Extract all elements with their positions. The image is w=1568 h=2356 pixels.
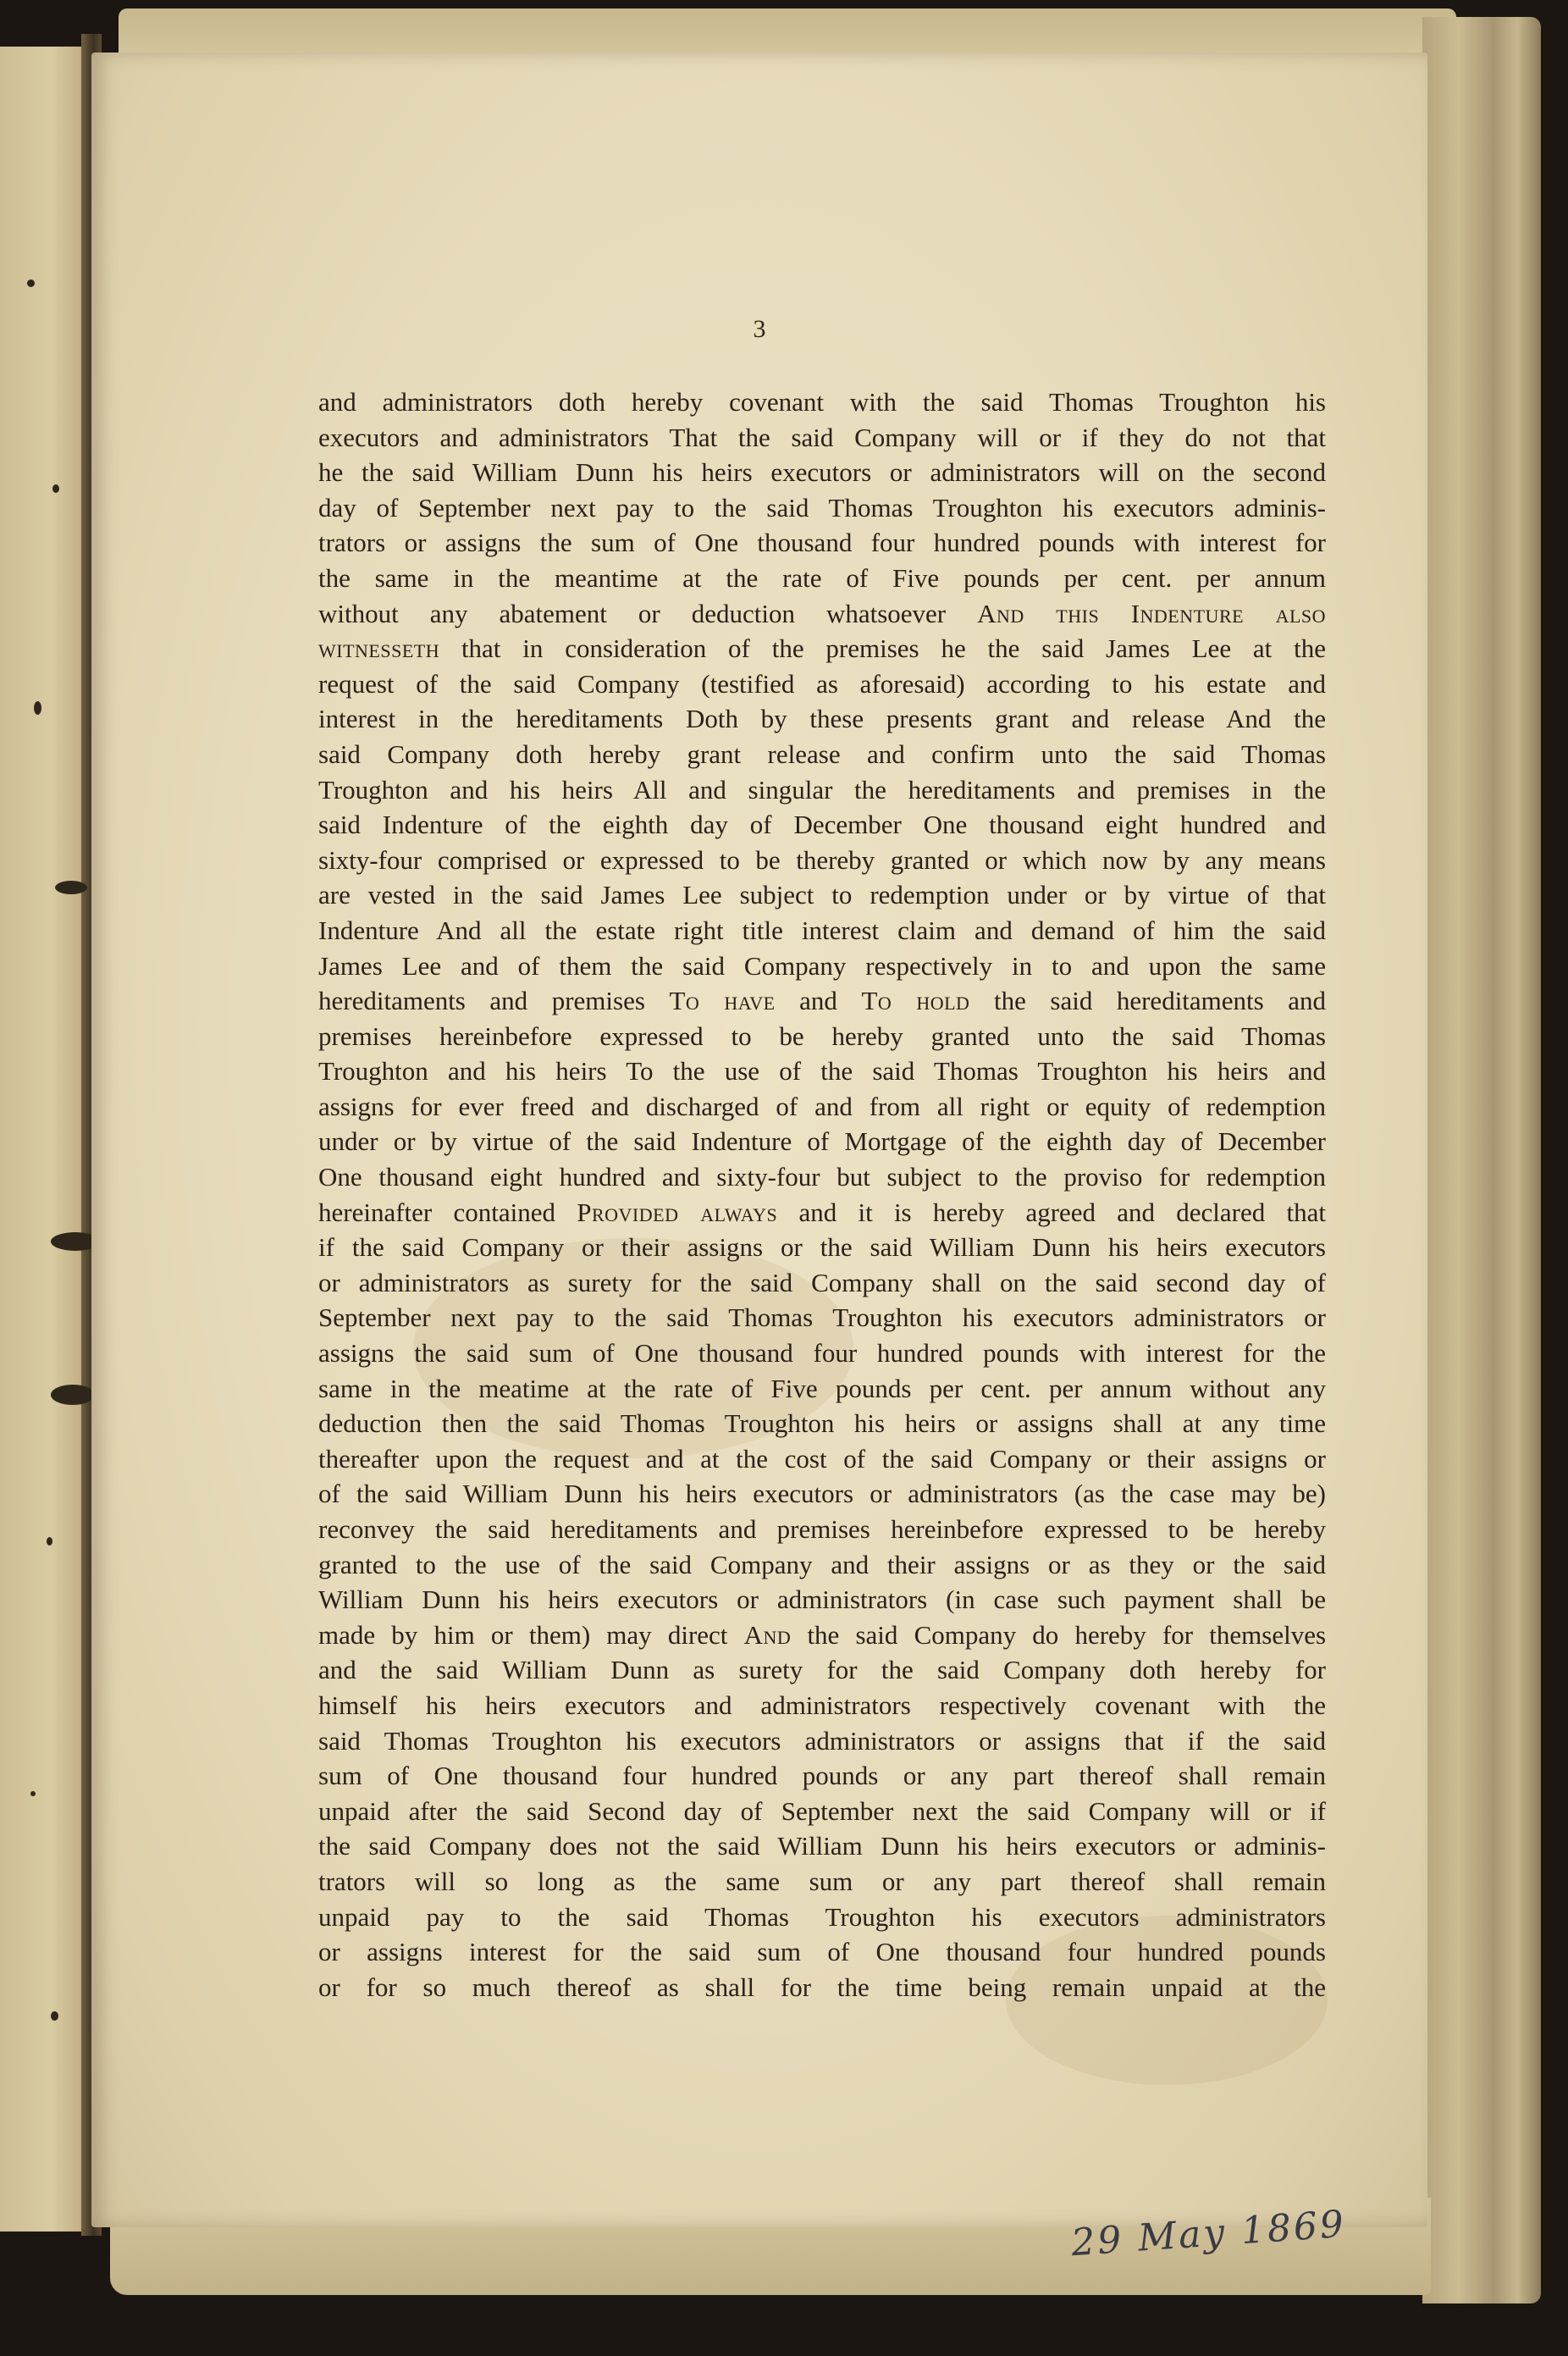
text-line: or for so much thereof as shall for the time being remain unpaid at the: [318, 1972, 1326, 2002]
text-line: assigns the said sum of One thousand four hundred pounds with interest for the: [318, 1338, 1326, 1369]
small-caps-phrase: To have: [669, 986, 776, 1016]
text-line: himself his heirs executors and administrators respectively covenant with the: [318, 1690, 1326, 1720]
text-line: without any abatement or deduction whatsoever And this Indenture also: [318, 598, 1327, 628]
facing-page-edge: [0, 47, 93, 2232]
text-line: William Dunn his heirs executors or administrators (in case such payment shall be: [318, 1584, 1326, 1615]
text-line: are vested in the said James Lee subject to redemption under or by virtue of that: [318, 880, 1326, 910]
text-line: assigns for ever freed and discharged of and from all right or equity of redemption: [318, 1091, 1326, 1121]
printed-page: [91, 53, 1427, 2227]
text-line: granted to the use of the said Company and their assigns or as they or the said: [318, 1549, 1326, 1579]
text-line: day of September next pay to the said Thomas Troughton his executors adminis-: [318, 492, 1326, 523]
text-line: or assigns interest for the said sum of One thousand four hundred pounds: [318, 1937, 1326, 1967]
text-line: One thousand eight hundred and sixty-four but subject to the proviso for redemption: [318, 1162, 1326, 1192]
text-line: James Lee and of them the said Company respectively in to and upon the same: [318, 950, 1326, 981]
small-caps-phrase: And this Indenture also: [977, 598, 1327, 628]
small-caps-phrase: To hold: [861, 986, 970, 1016]
text-line: or administrators as surety for the said Company shall on the said second day of: [318, 1267, 1326, 1297]
text-line: under or by virtue of the said Indenture of Mortgage of the eighth day of December: [318, 1126, 1326, 1157]
small-caps-phrase: Provided always: [577, 1197, 778, 1227]
text-line: unpaid pay to the said Thomas Troughton his executors administrators: [318, 1901, 1326, 1932]
stacked-page-edges: [1422, 17, 1541, 2303]
text-line: Troughton and his heirs To the use of the said Thomas Troughton his heirs and: [318, 1056, 1326, 1087]
text-line: sum of One thousand four hundred pounds or any part thereof shall remain: [318, 1761, 1326, 1791]
text-line: witnesseth that in consideration of the premises he the said James Lee at the: [318, 633, 1326, 664]
deed-body-text: [318, 384, 1326, 2005]
text-line: trators will so long as the same sum or any part thereof shall remain: [318, 1866, 1326, 1896]
text-line: interest in the hereditaments Doth by these presents grant and release And the: [318, 704, 1326, 734]
small-caps-phrase: And: [743, 1619, 792, 1650]
text-line: said Thomas Troughton his executors administrators or assigns that if the said: [318, 1725, 1326, 1756]
small-caps-phrase: witnesseth: [318, 633, 440, 664]
text-line: of the said William Dunn his heirs executors or administrators (as the case may be): [318, 1479, 1326, 1509]
text-line: and the said William Dunn as surety for the said Company doth hereby for: [318, 1655, 1326, 1685]
text-line: reconvey the said hereditaments and premises hereinbefore expressed to be hereby: [318, 1514, 1326, 1544]
text-line: sixty-four comprised or expressed to be thereby granted or which now by any means: [318, 844, 1326, 875]
text-line: said Company doth hereby grant release and confirm unto the said Thomas: [318, 738, 1326, 769]
text-line: the same in the meantime at the rate of Five pounds per cent. per annum: [318, 562, 1326, 593]
text-line: if the said Company or their assigns or the said William Dunn his heirs executors: [318, 1232, 1326, 1263]
text-line: deduction then the said Thomas Troughton his heirs or assigns shall at any time: [318, 1408, 1326, 1439]
text-line: and administrators doth hereby covenant with the said Thomas Troughton his: [318, 387, 1326, 417]
text-line: Indenture And all the estate right title interest claim and demand of him the said: [318, 915, 1326, 945]
handwritten-date: 29 May 1869: [1069, 2202, 1348, 2265]
text-line: September next pay to the said Thomas Troughton his executors administrators or: [318, 1302, 1326, 1333]
text-line: executors and administrators That the said Company will or if they do not that: [318, 422, 1326, 452]
text-line: thereafter upon the request and at the cost of the said Company or their assigns or: [318, 1443, 1326, 1474]
text-line: hereditaments and premises To have and To hold the said hereditaments and: [318, 986, 1327, 1016]
text-line: hereinafter contained Provided always and it is hereby agreed and declared that: [318, 1197, 1326, 1227]
text-line: unpaid after the said Second day of September next the said Company will or if: [318, 1795, 1326, 1826]
text-line: Troughton and his heirs All and singular the hereditaments and premises in the: [318, 774, 1326, 805]
text-line: said Indenture of the eighth day of December One thousand eight hundred and: [318, 810, 1326, 840]
text-line: the said Company does not the said William Dunn his heirs executors or adminis-: [318, 1831, 1326, 1861]
text-line: he the said William Dunn his heirs executors or administrators will on the second: [318, 457, 1326, 488]
text-line: request of the said Company (testified as aforesaid) according to his estate and: [318, 668, 1326, 699]
text-line: same in the meatime at the rate of Five pounds per cent. per annum without any: [318, 1373, 1326, 1403]
page-number: 3: [753, 315, 766, 343]
text-line: made by him or them) may direct And the said Company do hereby for themselves: [318, 1619, 1327, 1650]
text-line: trators or assigns the sum of One thousand four hundred pounds with interest for: [318, 528, 1326, 558]
text-line: premises hereinbefore expressed to be hereby granted unto the said Thomas: [318, 1020, 1326, 1051]
